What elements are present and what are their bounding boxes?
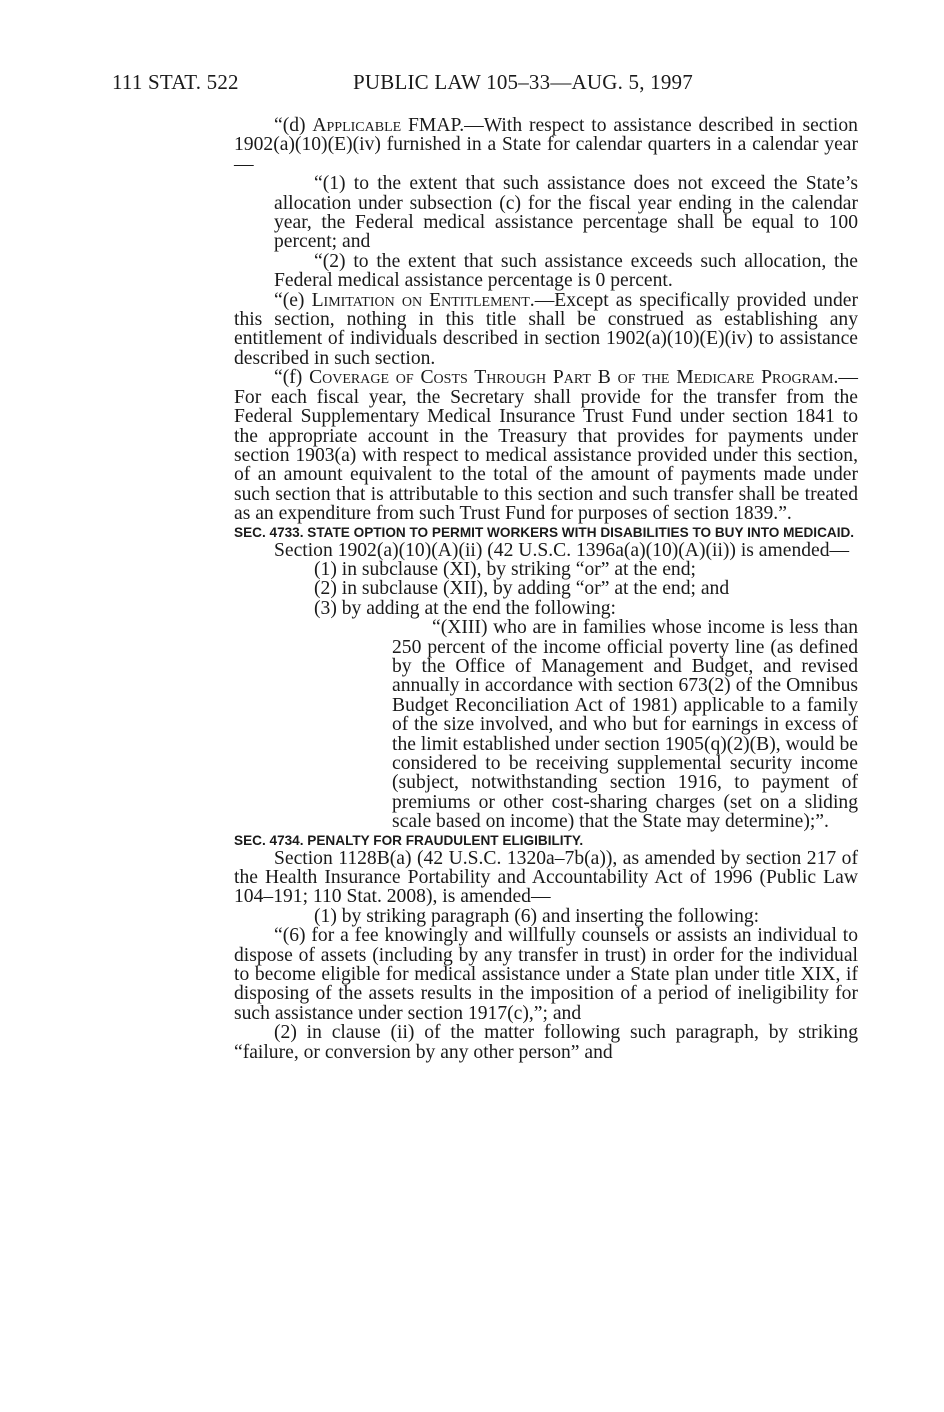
statute-citation: 111 STAT. 522 bbox=[112, 70, 239, 94]
paragraph-f bbox=[234, 368, 858, 523]
paragraph-e-text: —Except as specifically provided under this section, nothing in this title shall be construed as establishing any entitlement of individuals described in section 1902(a)(10)(E)(iv) to assistance described in such section. bbox=[234, 289, 859, 369]
section-4733-intro: Section 1902(a)(10)(A)(ii) (42 U.S.C. 1396a(a)(10)(A)(ii)) is amended— bbox=[274, 539, 850, 561]
paragraph-d-open: “(d) bbox=[274, 115, 313, 136]
paragraph-d-heading: Applicable FMAP. bbox=[312, 115, 465, 136]
section-4734-heading: SEC. 4734. PENALTY FOR FRAUDULENT ELIGIBILITY. bbox=[234, 832, 584, 848]
running-title: PUBLIC LAW 105–33—AUG. 5, 1997 bbox=[353, 70, 693, 94]
section-4733-heading: SEC. 4733. STATE OPTION TO PERMIT WORKERS WITH DISABILITIES TO BUY INTO MEDICAID. bbox=[234, 524, 855, 540]
section-4733-item-1: (1) in subclause (XI), by striking “or” at the end; bbox=[314, 558, 696, 580]
paragraph-f-text: —For each fiscal year, the Secretary shall provide for the transfer from the Federal Supplementary Medical Insurance Trust Fund under section 1841 to the appropriate account in the Treasury that provides for payments under section 1903(a) with respect to medical assistance provided under this section, of an amount equivalent to the total of the amount of payments made under such section that is attributable to this section and such transfer shall be treated as an expenditure from such Trust Fund for purposes of section 1839.”. bbox=[234, 367, 858, 525]
paragraph-d bbox=[234, 116, 858, 174]
section-4734-item-1: (1) by striking paragraph (6) and inserting the following: bbox=[314, 905, 760, 927]
paragraph-e bbox=[234, 291, 858, 369]
page-body bbox=[234, 116, 858, 1062]
paragraph-f-open: “(f) bbox=[274, 367, 310, 389]
section-4733-item-3: (3) by adding at the end the following: bbox=[314, 597, 617, 619]
paragraph-e-heading: Limitation on Entitlement. bbox=[311, 289, 535, 311]
section-4734-intro: Section 1128B(a) (42 U.S.C. 1320a–7b(a)), as amended by section 217 of the Health Insurance Portability and Accountability Act of 1996 (Public Law 104–191; 110 Stat. 2008), is amended— bbox=[234, 847, 858, 908]
section-4733-item-2: (2) in subclause (XII), by adding “or” at the end; and bbox=[314, 578, 730, 600]
section-4734-quoted-paragraph: “(6) for a fee knowingly and willfully counsels or assists an individual to dispose of assets (including by any transfer in trust) in order for the individual to become eligible for medical assistance under a State plan under title XIX, if disposing of the assets results in the imposition of a period of ineligibility for such assistance under section 1917(c),”; and bbox=[234, 925, 858, 1024]
paragraph-e-open: “(e) bbox=[274, 289, 312, 311]
paragraph-d-2: “(2) to the extent that such assistance exceeds such allocation, the Federal medical assistance percentage is 0 percent. bbox=[274, 250, 858, 292]
paragraph-d-1: “(1) to the extent that such assistance does not exceed the State’s allocation under subsection (c) for the fiscal year ending in the calendar year, the Federal medical assistance percentage shall be equal to 100 percent; and bbox=[274, 173, 858, 253]
paragraph-f-heading: Coverage of Costs Through Part B of the Medicare Program. bbox=[309, 367, 839, 389]
section-4733-quoted-subclause: “(XIII) who are in families whose income is less than 250 percent of the income official poverty line (as defined by the Office of Management and Budget, and revised annually in accordance with section 673(2) of the Omnibus Budget Reconciliation Act of 1981) applicable to a family of the size involved, and who but for earnings in excess of the limit established under section 1905(q)(2)(B), would be considered to be receiving supplemental security income (subject, notwithstanding section 1916, to payment of premiums or other cost-sharing charges (set on a sliding scale based on income) that the State may determine);”. bbox=[392, 617, 858, 833]
section-4734-item-2: (2) in clause (ii) of the matter following such paragraph, by striking “failure, or conversion by any other person” and bbox=[234, 1022, 858, 1063]
paragraph-d-text: —With respect to assistance described in section 1902(a)(10)(E)(iv) furnished in a State for calendar quarters in a calendar year — bbox=[234, 115, 858, 175]
